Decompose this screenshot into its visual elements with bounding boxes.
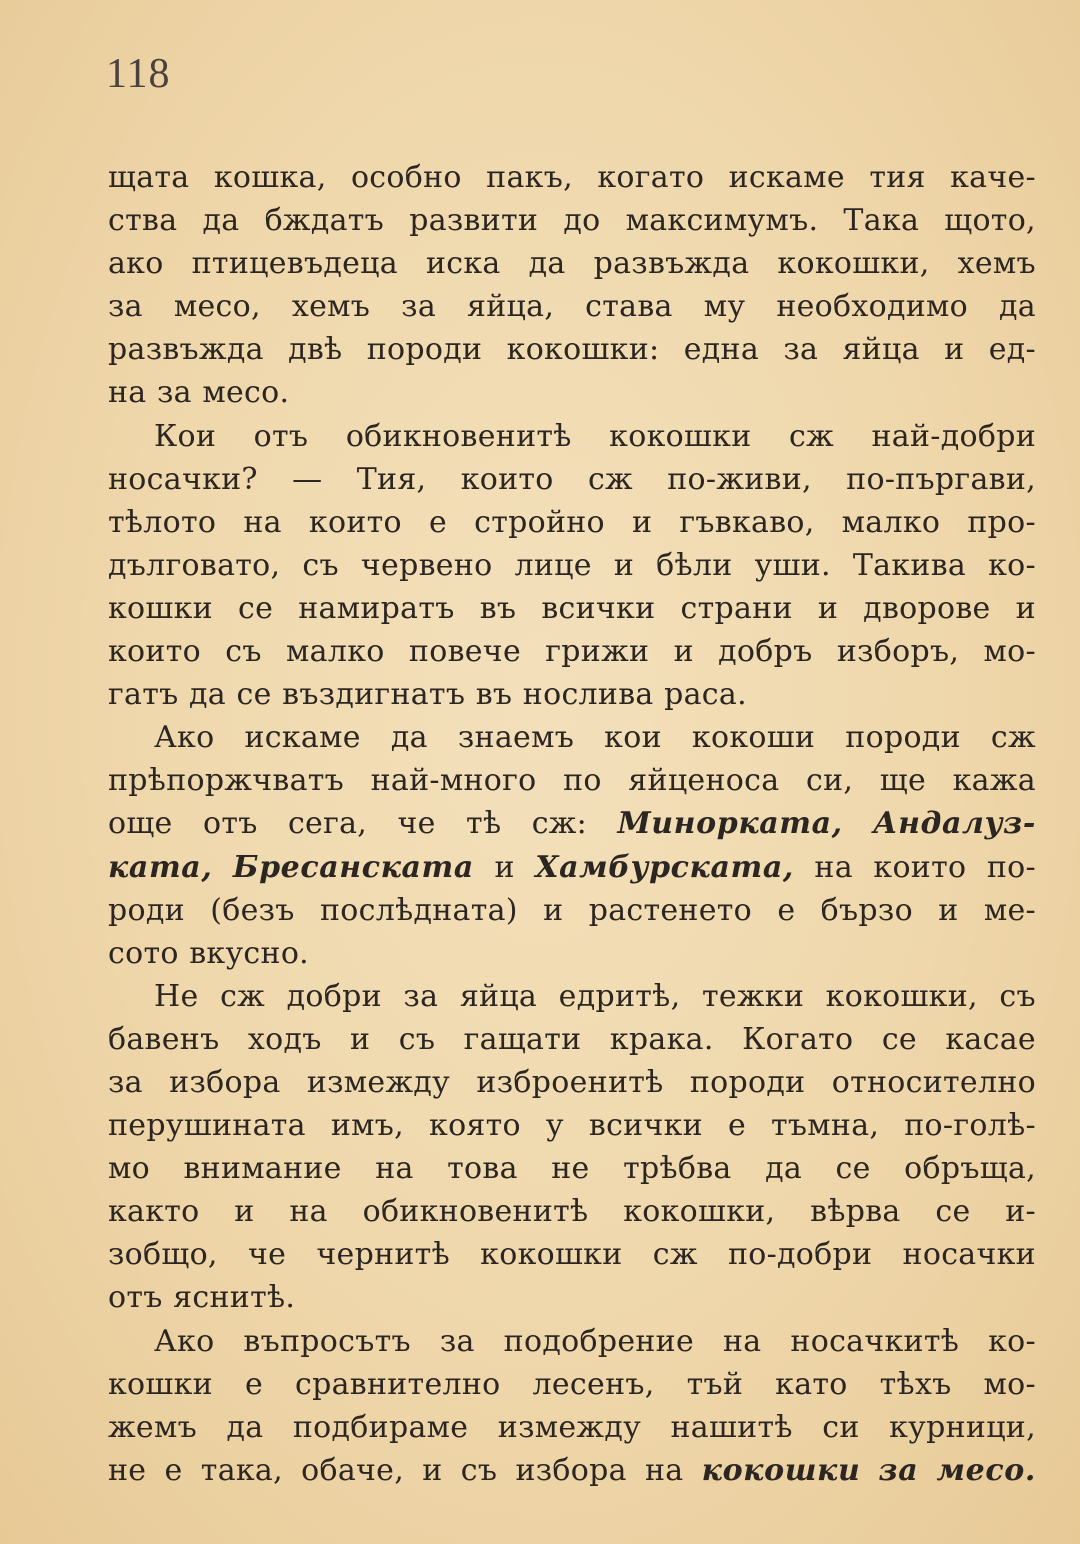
word: кокошки: (506, 332, 660, 368)
word: по-добри (727, 1237, 873, 1273)
italic-word: месо. (936, 1452, 1036, 1488)
word: Кои (154, 418, 217, 454)
word: че (397, 806, 436, 842)
word: до (563, 203, 601, 239)
word: обикновенитѣ (362, 1194, 589, 1230)
word: въ (479, 590, 517, 626)
word: Ако (154, 720, 215, 756)
word: птицевъдеца (191, 246, 398, 282)
word: тѣхъ (879, 1366, 952, 1402)
text-line (108, 544, 1036, 587)
word: червено (360, 547, 493, 583)
word: отъ (108, 1280, 163, 1316)
word: бждатъ (264, 203, 385, 239)
italic-word: Минорката, (617, 806, 843, 842)
word: всички (541, 590, 656, 626)
word: обръща, (904, 1151, 1036, 1187)
word: по-пъргави, (846, 461, 1036, 497)
word: се (238, 590, 274, 626)
word: стройно (474, 504, 605, 540)
word: растенето (588, 892, 753, 928)
word: и (673, 634, 694, 670)
word: се (835, 1151, 871, 1187)
word: да (390, 720, 428, 756)
word: е (164, 1452, 183, 1488)
word: грижи (545, 634, 650, 670)
word: нослива (522, 677, 654, 713)
word: яйценоса (628, 763, 780, 799)
word: знаемъ (457, 720, 575, 756)
word: месо. (202, 375, 290, 411)
word: хемъ (957, 246, 1036, 282)
word: и (944, 332, 965, 368)
word: Такива (852, 547, 967, 583)
word: сега, (287, 806, 368, 842)
word: съ (999, 978, 1036, 1014)
word: които (460, 461, 554, 497)
word: на (243, 504, 282, 540)
word: като (775, 1366, 848, 1402)
word: това (447, 1151, 518, 1187)
word: изброенитѣ (476, 1064, 664, 1100)
word: за (401, 289, 437, 325)
word: кокошки, (825, 978, 978, 1014)
word: кокошки, (623, 1194, 776, 1230)
word: кокошки (480, 1237, 623, 1273)
word: да (189, 677, 226, 713)
text-line (108, 458, 1036, 501)
word: въпросътъ (243, 1323, 411, 1359)
word: тъмна, (771, 1108, 880, 1144)
word: кокошки, (777, 246, 930, 282)
word: (безъ (210, 892, 295, 928)
word: уши. (754, 547, 831, 583)
word: по-живи, (667, 461, 812, 497)
word: ед- (988, 332, 1036, 368)
word: мо- (983, 634, 1036, 670)
word: на (108, 375, 147, 411)
word: най-много (370, 763, 537, 799)
word: които (108, 634, 201, 670)
word: една (683, 332, 760, 368)
text-line (108, 1018, 1036, 1061)
word: му (703, 289, 746, 325)
word: за (108, 1064, 143, 1100)
word: и (234, 1194, 255, 1230)
word: по- (986, 849, 1036, 885)
word: че (247, 1237, 287, 1273)
word: и (1015, 590, 1036, 626)
word: развъжда (593, 246, 750, 282)
word: отъ (202, 806, 258, 842)
word: на (375, 1151, 414, 1187)
word: кошки (108, 590, 213, 626)
word: кошка, (213, 160, 327, 195)
italic-word: кокошки (701, 1452, 861, 1488)
word: крака. (609, 1021, 714, 1057)
text-line (108, 630, 1036, 673)
word: у (545, 1108, 564, 1144)
text-line (108, 242, 1036, 285)
word: не (108, 1452, 147, 1488)
word: не (551, 1151, 590, 1187)
word: малко (841, 504, 941, 540)
word: и (938, 892, 959, 928)
word: които (873, 849, 967, 885)
word: изборъ, (836, 634, 960, 670)
word: каче- (950, 160, 1036, 195)
text-line (108, 501, 1036, 544)
word: сравнително (294, 1366, 501, 1402)
text-line (108, 932, 1036, 975)
word: щото, (944, 203, 1036, 239)
word: кошки (108, 1366, 213, 1402)
word: хемъ (291, 289, 371, 325)
word: тежки (701, 978, 805, 1014)
word: Така (843, 203, 920, 239)
word: Не (154, 978, 199, 1014)
paragraph (108, 156, 1036, 415)
word: на (289, 1194, 328, 1230)
word: най-добри (871, 418, 1036, 454)
word: кажа (952, 763, 1036, 799)
italic-word: ката, (108, 849, 213, 885)
word: и (494, 849, 515, 885)
word: за (439, 1323, 475, 1359)
text-line (108, 328, 1036, 371)
word: е (727, 1108, 747, 1144)
word: раса. (664, 677, 747, 713)
word: ходъ (247, 1021, 322, 1057)
text-line (108, 1320, 1036, 1363)
word: внимание (183, 1151, 342, 1187)
word: съ (460, 1452, 498, 1488)
word: носачкитѣ (790, 1323, 960, 1359)
paragraph (108, 975, 1036, 1320)
word: подобрение (503, 1323, 695, 1359)
italic-word: за (878, 1452, 919, 1488)
word: прѣпоржчватъ (108, 763, 345, 799)
word: сж (789, 418, 834, 454)
page-body-text (108, 156, 1036, 1492)
text-line (108, 1233, 1036, 1276)
word: измежду (306, 1064, 451, 1100)
text-line (108, 587, 1036, 630)
word: Когато (742, 1021, 854, 1057)
word: се (935, 1194, 971, 1230)
word: още (108, 806, 173, 842)
word: страни (680, 590, 793, 626)
word: зобщо, (108, 1237, 218, 1273)
text-line (108, 802, 1036, 845)
word: породи (366, 332, 483, 368)
word: яйца, (467, 289, 555, 325)
italic-word: Хамбурската, (535, 849, 794, 885)
word: тѣлото (108, 504, 217, 540)
word: сж (220, 978, 266, 1014)
text-line (108, 415, 1036, 458)
word: породи (689, 1064, 806, 1100)
word: както (108, 1194, 200, 1230)
word: роди (108, 892, 185, 928)
word: по-голѣ- (904, 1108, 1036, 1144)
word: бавенъ (108, 1021, 220, 1057)
word: е (244, 1366, 263, 1402)
word: тия (869, 160, 926, 195)
word: повече (408, 634, 521, 670)
text-line (108, 285, 1036, 328)
word: съ (302, 547, 339, 583)
word: избора (169, 1064, 281, 1100)
word: и (632, 504, 653, 540)
word: вкусно. (189, 935, 310, 971)
word: вѣрва (810, 1194, 901, 1230)
word: развъжда (108, 332, 264, 368)
word: ако (108, 246, 164, 282)
word: да (202, 203, 240, 239)
word: лесенъ, (532, 1366, 655, 1402)
word: курници, (889, 1409, 1036, 1445)
page-number: 118 (106, 51, 171, 97)
word: всички (588, 1108, 703, 1144)
word: ства (108, 203, 178, 239)
word: намиратъ (298, 590, 455, 626)
word: бързо (820, 892, 913, 928)
text-line (108, 759, 1036, 802)
word: за (783, 332, 819, 368)
text-line (108, 716, 1036, 759)
word: ме- (983, 892, 1036, 928)
word: отъ (253, 418, 309, 454)
text-line (108, 975, 1036, 1018)
word: избора (515, 1452, 627, 1488)
word: тѣ (466, 806, 502, 842)
word: си (822, 1409, 860, 1445)
word: дворове (863, 590, 991, 626)
word: съ (225, 634, 262, 670)
word: е (777, 892, 796, 928)
text-line (108, 1276, 1036, 1319)
word: по (563, 763, 602, 799)
word: — (292, 461, 323, 497)
word: сж (990, 720, 1036, 756)
text-line (108, 1406, 1036, 1449)
word: особно (350, 160, 462, 195)
word: сж (587, 461, 633, 497)
text-line (108, 1363, 1036, 1406)
text-line (108, 846, 1036, 889)
text-line (108, 1190, 1036, 1233)
word: породи (845, 720, 961, 756)
word: месо, (173, 289, 261, 325)
word: за (403, 978, 439, 1014)
word: на (814, 849, 853, 885)
text-line (108, 673, 1036, 716)
word: да (528, 246, 566, 282)
word: имъ, (330, 1108, 405, 1144)
word: кокошки (609, 418, 752, 454)
word: перушината (108, 1108, 306, 1144)
word: обаче, (301, 1452, 405, 1488)
word: когато (597, 160, 705, 195)
word: едритѣ, (558, 978, 681, 1014)
word: въ (475, 677, 513, 713)
paragraph (108, 415, 1036, 717)
paragraph (108, 1320, 1036, 1492)
word: и (543, 892, 564, 928)
word: жемъ (108, 1409, 197, 1445)
text-line (108, 1061, 1036, 1104)
word: иска (425, 246, 501, 282)
word: кокоши (691, 720, 816, 756)
word: да (226, 1409, 264, 1445)
word: носачки? (108, 461, 258, 497)
word: искаме (244, 720, 361, 756)
word: чернитѣ (316, 1237, 450, 1273)
word: и (350, 1021, 371, 1057)
word: мо (108, 1151, 150, 1187)
word: яснитѣ. (173, 1280, 296, 1316)
word: дълговато, (108, 547, 281, 583)
word: така, (200, 1452, 283, 1488)
word: относително (831, 1064, 1036, 1100)
word: тъй (686, 1366, 744, 1402)
word: се (236, 677, 272, 713)
word: въздигнатъ (282, 677, 466, 713)
word: Ако (154, 1323, 215, 1359)
word: искаме (728, 160, 845, 195)
word: сото (108, 935, 179, 971)
word: Тия, (356, 461, 427, 497)
word: подбираме (292, 1409, 469, 1445)
word: сж (652, 1237, 698, 1273)
word: за (156, 375, 192, 411)
word: гащати (463, 1021, 582, 1057)
word: необходимо (776, 289, 969, 325)
word: добри (286, 978, 382, 1014)
word: малко (286, 634, 385, 670)
text-line (108, 199, 1036, 242)
word: двѣ (288, 332, 343, 368)
word: и- (1005, 1194, 1036, 1230)
text-line (108, 889, 1036, 932)
word: ко- (988, 1323, 1036, 1359)
paragraph (108, 716, 1036, 975)
word: ще (879, 763, 927, 799)
word: гатъ (108, 677, 179, 713)
text-line (108, 1449, 1036, 1492)
word: пакъ, (486, 160, 573, 195)
word: и (817, 590, 839, 626)
word: бѣли (656, 547, 733, 583)
word: нашитѣ (670, 1409, 793, 1445)
word: мо- (983, 1366, 1036, 1402)
word: и (613, 547, 635, 583)
word: си, (805, 763, 854, 799)
word: на (645, 1452, 684, 1488)
word: които (308, 504, 402, 540)
word: се (881, 1021, 917, 1057)
word: яйца (842, 332, 920, 368)
word: кои (604, 720, 662, 756)
word: трѣбва (623, 1151, 732, 1187)
word: за (108, 289, 143, 325)
word: обикновенитѣ (345, 418, 572, 454)
italic-word: Андалуз- (873, 806, 1036, 842)
word: щата (108, 160, 190, 195)
word: лице (514, 547, 592, 583)
word: съ (398, 1021, 436, 1057)
text-line (108, 1147, 1036, 1190)
word: на (722, 1323, 762, 1359)
word: става (585, 289, 673, 325)
text-line (108, 371, 1036, 414)
word: е (428, 504, 448, 540)
word: която (429, 1108, 521, 1144)
word: послѣдната) (319, 892, 518, 928)
word: носачки (902, 1237, 1036, 1273)
word: сж: (531, 806, 588, 842)
word: про- (967, 504, 1036, 540)
word: да (999, 289, 1036, 325)
word: ко- (988, 547, 1036, 583)
word: гъвкаво, (679, 504, 815, 540)
word: касае (945, 1021, 1036, 1057)
word: яйца (459, 978, 538, 1014)
text-line (108, 156, 1036, 199)
word: развити (409, 203, 539, 239)
text-line (108, 1104, 1036, 1147)
word: добръ (718, 634, 813, 670)
word: максимумъ. (625, 203, 819, 239)
word: да (765, 1151, 803, 1187)
word: и (422, 1452, 443, 1488)
italic-word: Бресанската (232, 849, 474, 885)
word: измежду (497, 1409, 642, 1445)
